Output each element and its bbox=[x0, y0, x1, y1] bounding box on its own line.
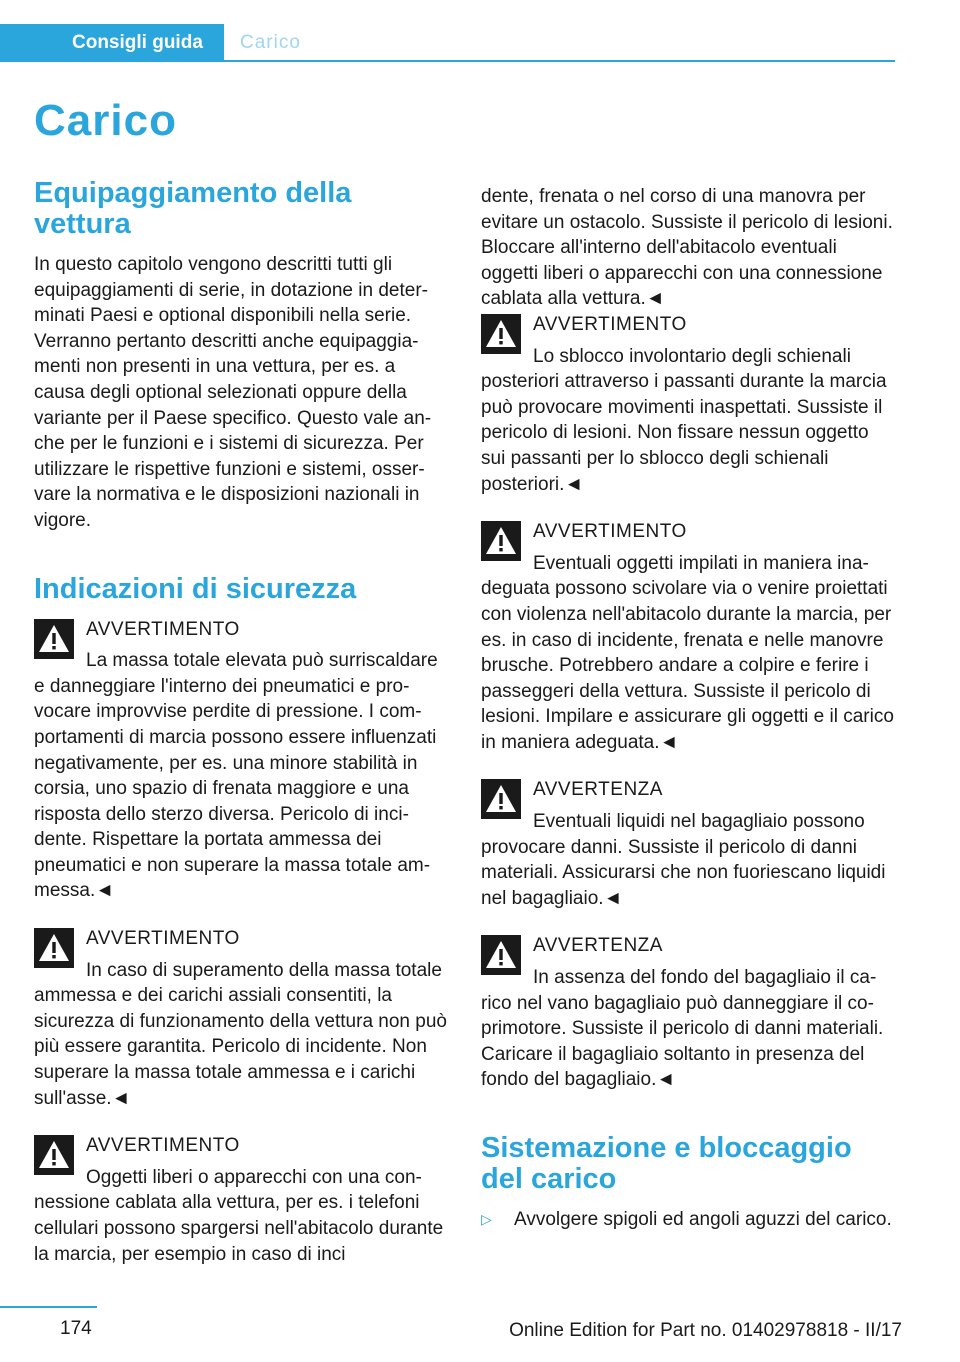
section-title-safety: Indicazioni di sicurezza bbox=[34, 572, 357, 605]
warning-title: AVVERTIMENTO bbox=[86, 928, 240, 950]
section-tab[interactable]: Carico bbox=[240, 32, 301, 53]
page-number: 174 bbox=[60, 1318, 92, 1339]
notice-title: AVVERTENZA bbox=[533, 779, 663, 801]
notice-block bbox=[481, 777, 895, 911]
warning-block bbox=[34, 926, 448, 1111]
warning-title: AVVERTIMENTO bbox=[86, 1135, 240, 1157]
bullet-arrow-icon: ▷ bbox=[481, 1211, 492, 1227]
warning-block bbox=[481, 312, 895, 497]
warning-block bbox=[34, 1133, 448, 1267]
right-column bbox=[481, 184, 895, 1233]
warning-text: In caso di superamento della massa totale ammessa e dei carichi assiali consentiti, la sicurezza di funzionamento della vettura non può più essere garantita. Pericolo di incidente. Non superare la massa totale ammessa e i carichi sull'asse.◄ bbox=[34, 959, 447, 1109]
warning-title: AVVERTIMENTO bbox=[533, 521, 687, 543]
header-divider bbox=[224, 60, 895, 62]
list-item bbox=[481, 1207, 895, 1233]
page-title: Carico bbox=[34, 96, 177, 145]
warning-triangle-icon bbox=[481, 314, 521, 354]
warning-text: Eventuali oggetti impilati in maniera inadeguata possono scivolare via o venire proiettati con violenza nell'abitacolo durante la marcia, per es. in caso di incidente, frenata e nelle manovre brusche. Potrebbero andare a colpire e ferire i passeggeri della vettura. Sussiste il pericolo di lesioni. Impilare e assicurare gli oggetti e il carico in maniera adeguata.◄ bbox=[481, 552, 894, 753]
warning-triangle-icon bbox=[34, 928, 74, 968]
warning-triangle-icon bbox=[481, 779, 521, 819]
edition-footer: Online Edition for Part no. 01402978818 - II/17 bbox=[509, 1320, 902, 1341]
warning-text: La massa totale elevata può surriscaldare e danneggiare l'interno dei pneumatici e provocare improvvise perdite di pressione. I comportamenti di marcia possono essere influenzati negativamente, per es. una minore stabilità in corsia, uno spazio di frenata maggiore e una risposta dello sterzo diversa. Pericolo di incidente. Rispettare la portata ammessa dei pneumatici e non superare la massa totale ammessa.◄ bbox=[34, 650, 438, 902]
notice-text: Eventuali liquidi nel bagagliaio possono provocare danni. Sussiste il pericolo di danni materiali. Assicurarsi che non fuoriescano liquidi nel bagagliaio.◄ bbox=[481, 811, 886, 909]
notice-text: In assenza del fondo del bagagliaio il carico nel vano bagagliaio può danneggiare il coprimotore. Sussiste il pericolo di danni materiali. Caricare il bagagliaio soltanto in presenza del fondo del bagagliaio.◄ bbox=[481, 967, 884, 1091]
notice-title: AVVERTENZA bbox=[533, 935, 663, 957]
warning-triangle-icon bbox=[34, 1135, 74, 1175]
footer-divider bbox=[0, 1306, 97, 1308]
chapter-tab[interactable]: Consigli guida bbox=[0, 24, 224, 62]
section-title-load-securing: Sistemazione e bloccaggio del carico bbox=[481, 1132, 852, 1195]
left-column bbox=[34, 178, 448, 1267]
notice-block bbox=[481, 933, 895, 1093]
warning-triangle-icon bbox=[481, 935, 521, 975]
warning-title: AVVERTIMENTO bbox=[533, 313, 687, 335]
warning-title: AVVERTIMENTO bbox=[86, 618, 240, 640]
warning-text: Oggetti liberi o apparecchi con una connessione cablata alla vettura, per es. i telefoni cellulari possono spargersi nell'abitacolo durante la marcia, per esempio in caso di inci bbox=[34, 1166, 444, 1265]
warning-block bbox=[34, 617, 448, 905]
warning-triangle-icon bbox=[481, 521, 521, 561]
warning-block bbox=[481, 519, 895, 755]
continued-text: dente, frenata o nel corso di una manovra per evitare un ostacolo. Sussiste il pericolo di lesioni. Bloccare all'interno dell'abitacolo eventuali oggetti liberi o apparecchi con una connessione cablata alla vettura.◄ bbox=[481, 186, 893, 310]
list-item-text: Avvolgere spigoli ed angoli aguzzi del carico. bbox=[514, 1209, 892, 1230]
section-title-equipment: Equipaggiamento della vettura bbox=[34, 177, 352, 240]
warning-triangle-icon bbox=[34, 619, 74, 659]
section-text-equipment: In questo capitolo vengono descritti tutti gli equipaggiamenti di serie, in dotazione in determinati Paesi e optional disponibili nella serie. Verranno pertanto descritti anche equipaggiamenti non presenti in una vettura, per es. a causa degli optional selezionati oppure della variante per il Paese specifico. Questo vale anche per le funzioni e i sistemi di sicurezza. Per utilizzare le rispettive funzioni e sistemi, osservare la normativa e le disposizioni nazionali in vigore. bbox=[34, 254, 432, 531]
warning-text: Lo sblocco involontario degli schienali posteriori attraverso i passanti durante la marcia può provocare movimenti inaspettati. Sussiste il pericolo di lesioni. Non fissare nessun oggetto sui passanti per lo sblocco degli schienali posteriori.◄ bbox=[481, 345, 887, 495]
page-header bbox=[0, 24, 895, 62]
